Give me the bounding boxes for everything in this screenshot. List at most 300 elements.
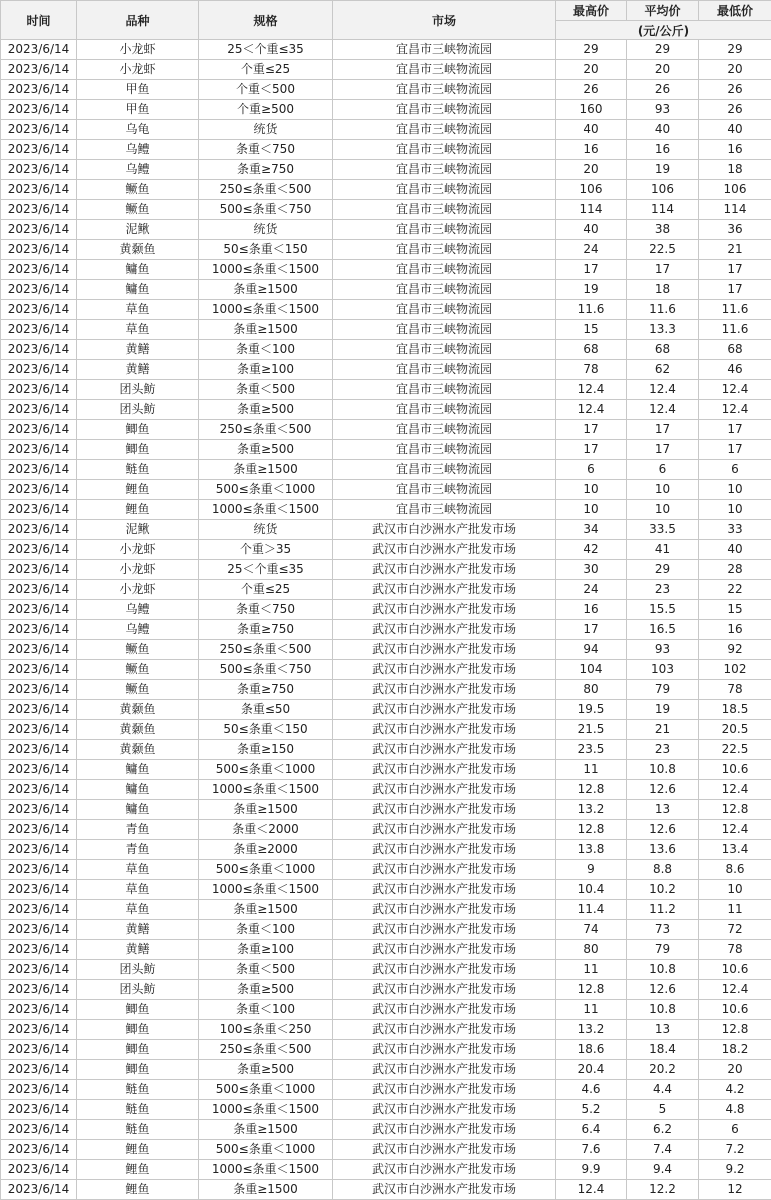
cell-min-price: 26 xyxy=(699,100,771,120)
cell-spec: 条重＜750 xyxy=(199,140,333,160)
cell-date: 2023/6/14 xyxy=(1,120,77,140)
cell-max-price: 78 xyxy=(556,360,627,380)
table-row xyxy=(1,220,771,240)
cell-date: 2023/6/14 xyxy=(1,280,77,300)
cell-market: 武汉市白沙洲水产批发市场 xyxy=(333,880,556,900)
cell-max-price: 13.2 xyxy=(556,1020,627,1040)
table-row xyxy=(1,780,771,800)
table-row xyxy=(1,200,771,220)
cell-max-price: 74 xyxy=(556,920,627,940)
cell-market: 武汉市白沙洲水产批发市场 xyxy=(333,680,556,700)
cell-avg-price: 62 xyxy=(627,360,699,380)
cell-variety: 鳜鱼 xyxy=(77,640,199,660)
cell-date: 2023/6/14 xyxy=(1,80,77,100)
cell-avg-price: 13.3 xyxy=(627,320,699,340)
cell-avg-price: 79 xyxy=(627,940,699,960)
cell-max-price: 17 xyxy=(556,420,627,440)
cell-variety: 鲢鱼 xyxy=(77,1100,199,1120)
cell-max-price: 6.4 xyxy=(556,1120,627,1140)
table-row xyxy=(1,460,771,480)
cell-min-price: 21 xyxy=(699,240,771,260)
cell-market: 宜昌市三峡物流园 xyxy=(333,160,556,180)
cell-max-price: 17 xyxy=(556,260,627,280)
cell-market: 武汉市白沙洲水产批发市场 xyxy=(333,580,556,600)
cell-market: 宜昌市三峡物流园 xyxy=(333,280,556,300)
cell-spec: 条重＜100 xyxy=(199,920,333,940)
cell-spec: 条重＜500 xyxy=(199,960,333,980)
cell-variety: 鲤鱼 xyxy=(77,500,199,520)
cell-min-price: 10 xyxy=(699,880,771,900)
cell-market: 宜昌市三峡物流园 xyxy=(333,460,556,480)
cell-variety: 甲鱼 xyxy=(77,100,199,120)
cell-spec: 250≤条重＜500 xyxy=(199,420,333,440)
table-row xyxy=(1,260,771,280)
cell-max-price: 20.4 xyxy=(556,1060,627,1080)
cell-variety: 草鱼 xyxy=(77,900,199,920)
cell-min-price: 29 xyxy=(699,40,771,60)
cell-spec: 1000≤条重＜1500 xyxy=(199,1100,333,1120)
table-row xyxy=(1,520,771,540)
cell-spec: 1000≤条重＜1500 xyxy=(199,260,333,280)
cell-market: 宜昌市三峡物流园 xyxy=(333,100,556,120)
cell-variety: 团头鲂 xyxy=(77,380,199,400)
cell-min-price: 36 xyxy=(699,220,771,240)
cell-market: 宜昌市三峡物流园 xyxy=(333,60,556,80)
cell-spec: 250≤条重＜500 xyxy=(199,1040,333,1060)
cell-max-price: 21.5 xyxy=(556,720,627,740)
cell-max-price: 68 xyxy=(556,340,627,360)
cell-market: 武汉市白沙洲水产批发市场 xyxy=(333,780,556,800)
cell-spec: 条重≥150 xyxy=(199,740,333,760)
table-row xyxy=(1,340,771,360)
cell-spec: 1000≤条重＜1500 xyxy=(199,1160,333,1180)
cell-avg-price: 6.2 xyxy=(627,1120,699,1140)
cell-variety: 团头鲂 xyxy=(77,980,199,1000)
cell-avg-price: 15.5 xyxy=(627,600,699,620)
table-row xyxy=(1,420,771,440)
cell-date: 2023/6/14 xyxy=(1,260,77,280)
cell-max-price: 19 xyxy=(556,280,627,300)
cell-min-price: 92 xyxy=(699,640,771,660)
cell-max-price: 9 xyxy=(556,860,627,880)
cell-variety: 甲鱼 xyxy=(77,80,199,100)
cell-date: 2023/6/14 xyxy=(1,1180,77,1200)
cell-variety: 鲫鱼 xyxy=(77,1000,199,1020)
cell-min-price: 16 xyxy=(699,140,771,160)
cell-market: 宜昌市三峡物流园 xyxy=(333,400,556,420)
cell-variety: 鲤鱼 xyxy=(77,1160,199,1180)
cell-min-price: 17 xyxy=(699,280,771,300)
cell-variety: 小龙虾 xyxy=(77,60,199,80)
table-row xyxy=(1,860,771,880)
table-row xyxy=(1,940,771,960)
cell-spec: 条重＜2000 xyxy=(199,820,333,840)
cell-variety: 小龙虾 xyxy=(77,560,199,580)
table-row xyxy=(1,960,771,980)
cell-max-price: 40 xyxy=(556,120,627,140)
cell-variety: 鲢鱼 xyxy=(77,1120,199,1140)
cell-avg-price: 8.8 xyxy=(627,860,699,880)
cell-spec: 条重＜100 xyxy=(199,340,333,360)
cell-market: 武汉市白沙洲水产批发市场 xyxy=(333,820,556,840)
cell-date: 2023/6/14 xyxy=(1,1120,77,1140)
cell-min-price: 15 xyxy=(699,600,771,620)
table-row xyxy=(1,580,771,600)
cell-avg-price: 10 xyxy=(627,500,699,520)
cell-avg-price: 93 xyxy=(627,100,699,120)
cell-variety: 草鱼 xyxy=(77,300,199,320)
cell-min-price: 114 xyxy=(699,200,771,220)
cell-min-price: 6 xyxy=(699,1120,771,1140)
cell-variety: 鳙鱼 xyxy=(77,280,199,300)
cell-avg-price: 93 xyxy=(627,640,699,660)
cell-min-price: 10 xyxy=(699,480,771,500)
cell-min-price: 11 xyxy=(699,900,771,920)
header-avg-price: 平均价 xyxy=(627,1,699,21)
cell-min-price: 16 xyxy=(699,620,771,640)
cell-max-price: 20 xyxy=(556,160,627,180)
table-row xyxy=(1,820,771,840)
cell-spec: 条重≥500 xyxy=(199,400,333,420)
cell-variety: 乌鳢 xyxy=(77,620,199,640)
cell-spec: 条重≥100 xyxy=(199,940,333,960)
header-min-price: 最低价 xyxy=(699,1,771,21)
cell-min-price: 11.6 xyxy=(699,300,771,320)
cell-market: 武汉市白沙洲水产批发市场 xyxy=(333,1060,556,1080)
table-header xyxy=(1,1,771,40)
cell-max-price: 13.2 xyxy=(556,800,627,820)
cell-date: 2023/6/14 xyxy=(1,760,77,780)
cell-market: 武汉市白沙洲水产批发市场 xyxy=(333,600,556,620)
cell-variety: 乌鳢 xyxy=(77,160,199,180)
cell-market: 武汉市白沙洲水产批发市场 xyxy=(333,560,556,580)
cell-variety: 黄颡鱼 xyxy=(77,700,199,720)
cell-spec: 250≤条重＜500 xyxy=(199,180,333,200)
cell-max-price: 12.8 xyxy=(556,980,627,1000)
cell-market: 武汉市白沙洲水产批发市场 xyxy=(333,1100,556,1120)
cell-date: 2023/6/14 xyxy=(1,1080,77,1100)
cell-min-price: 10 xyxy=(699,500,771,520)
cell-avg-price: 38 xyxy=(627,220,699,240)
cell-spec: 1000≤条重＜1500 xyxy=(199,780,333,800)
cell-date: 2023/6/14 xyxy=(1,220,77,240)
cell-market: 武汉市白沙洲水产批发市场 xyxy=(333,760,556,780)
cell-min-price: 40 xyxy=(699,540,771,560)
header-unit: (元/公斤) xyxy=(556,21,771,40)
cell-market: 宜昌市三峡物流园 xyxy=(333,320,556,340)
cell-market: 宜昌市三峡物流园 xyxy=(333,220,556,240)
cell-min-price: 8.6 xyxy=(699,860,771,880)
cell-date: 2023/6/14 xyxy=(1,660,77,680)
cell-spec: 条重＜750 xyxy=(199,600,333,620)
cell-min-price: 10.6 xyxy=(699,1000,771,1020)
cell-min-price: 11.6 xyxy=(699,320,771,340)
table-row xyxy=(1,740,771,760)
cell-max-price: 7.6 xyxy=(556,1140,627,1160)
cell-date: 2023/6/14 xyxy=(1,1040,77,1060)
cell-variety: 鳙鱼 xyxy=(77,800,199,820)
table-row xyxy=(1,360,771,380)
cell-avg-price: 10.8 xyxy=(627,960,699,980)
cell-avg-price: 41 xyxy=(627,540,699,560)
cell-spec: 条重≥750 xyxy=(199,680,333,700)
cell-variety: 团头鲂 xyxy=(77,400,199,420)
cell-date: 2023/6/14 xyxy=(1,920,77,940)
cell-avg-price: 19 xyxy=(627,700,699,720)
table-row xyxy=(1,720,771,740)
cell-avg-price: 16.5 xyxy=(627,620,699,640)
table-row xyxy=(1,560,771,580)
cell-max-price: 24 xyxy=(556,580,627,600)
cell-avg-price: 33.5 xyxy=(627,520,699,540)
table-row xyxy=(1,1060,771,1080)
cell-max-price: 6 xyxy=(556,460,627,480)
cell-market: 武汉市白沙洲水产批发市场 xyxy=(333,860,556,880)
cell-market: 武汉市白沙洲水产批发市场 xyxy=(333,640,556,660)
cell-variety: 青鱼 xyxy=(77,820,199,840)
cell-max-price: 106 xyxy=(556,180,627,200)
cell-min-price: 40 xyxy=(699,120,771,140)
cell-variety: 鳙鱼 xyxy=(77,260,199,280)
cell-date: 2023/6/14 xyxy=(1,860,77,880)
table-row xyxy=(1,660,771,680)
cell-date: 2023/6/14 xyxy=(1,480,77,500)
table-row xyxy=(1,480,771,500)
cell-variety: 鲫鱼 xyxy=(77,420,199,440)
cell-date: 2023/6/14 xyxy=(1,780,77,800)
cell-market: 宜昌市三峡物流园 xyxy=(333,300,556,320)
cell-min-price: 17 xyxy=(699,440,771,460)
table-row xyxy=(1,1040,771,1060)
table-row xyxy=(1,440,771,460)
cell-market: 武汉市白沙洲水产批发市场 xyxy=(333,1000,556,1020)
cell-avg-price: 5 xyxy=(627,1100,699,1120)
cell-avg-price: 17 xyxy=(627,420,699,440)
table-row xyxy=(1,900,771,920)
cell-date: 2023/6/14 xyxy=(1,320,77,340)
cell-avg-price: 12.2 xyxy=(627,1180,699,1200)
cell-avg-price: 40 xyxy=(627,120,699,140)
cell-market: 宜昌市三峡物流园 xyxy=(333,120,556,140)
cell-spec: 25＜个重≤35 xyxy=(199,40,333,60)
table-row xyxy=(1,620,771,640)
cell-market: 武汉市白沙洲水产批发市场 xyxy=(333,720,556,740)
cell-max-price: 20 xyxy=(556,60,627,80)
cell-spec: 条重≥500 xyxy=(199,980,333,1000)
cell-spec: 个重≥500 xyxy=(199,100,333,120)
cell-avg-price: 18 xyxy=(627,280,699,300)
table-row xyxy=(1,180,771,200)
cell-date: 2023/6/14 xyxy=(1,800,77,820)
table-row xyxy=(1,1020,771,1040)
cell-variety: 黄颡鱼 xyxy=(77,740,199,760)
cell-spec: 500≤条重＜1000 xyxy=(199,760,333,780)
table-row xyxy=(1,1160,771,1180)
cell-max-price: 12.8 xyxy=(556,820,627,840)
cell-variety: 乌龟 xyxy=(77,120,199,140)
table-row xyxy=(1,380,771,400)
cell-date: 2023/6/14 xyxy=(1,840,77,860)
cell-market: 武汉市白沙洲水产批发市场 xyxy=(333,700,556,720)
cell-spec: 个重＞35 xyxy=(199,540,333,560)
cell-variety: 鳜鱼 xyxy=(77,660,199,680)
cell-variety: 鲫鱼 xyxy=(77,440,199,460)
cell-avg-price: 12.6 xyxy=(627,820,699,840)
cell-spec: 个重＜500 xyxy=(199,80,333,100)
table-row xyxy=(1,120,771,140)
cell-avg-price: 29 xyxy=(627,40,699,60)
cell-min-price: 72 xyxy=(699,920,771,940)
cell-spec: 个重≤25 xyxy=(199,60,333,80)
cell-max-price: 16 xyxy=(556,600,627,620)
cell-max-price: 29 xyxy=(556,40,627,60)
cell-spec: 500≤条重＜1000 xyxy=(199,480,333,500)
cell-min-price: 28 xyxy=(699,560,771,580)
cell-avg-price: 23 xyxy=(627,740,699,760)
cell-variety: 黄鳝 xyxy=(77,940,199,960)
cell-avg-price: 23 xyxy=(627,580,699,600)
cell-avg-price: 26 xyxy=(627,80,699,100)
cell-spec: 500≤条重＜1000 xyxy=(199,1080,333,1100)
table-row xyxy=(1,140,771,160)
cell-variety: 鲢鱼 xyxy=(77,1080,199,1100)
cell-date: 2023/6/14 xyxy=(1,540,77,560)
cell-variety: 鲤鱼 xyxy=(77,1180,199,1200)
cell-spec: 条重≥2000 xyxy=(199,840,333,860)
cell-max-price: 17 xyxy=(556,620,627,640)
cell-min-price: 18.5 xyxy=(699,700,771,720)
cell-market: 武汉市白沙洲水产批发市场 xyxy=(333,980,556,1000)
cell-date: 2023/6/14 xyxy=(1,420,77,440)
cell-avg-price: 29 xyxy=(627,560,699,580)
cell-max-price: 104 xyxy=(556,660,627,680)
table-row xyxy=(1,1180,771,1200)
table-row xyxy=(1,320,771,340)
cell-market: 宜昌市三峡物流园 xyxy=(333,200,556,220)
cell-min-price: 12.4 xyxy=(699,780,771,800)
cell-date: 2023/6/14 xyxy=(1,1140,77,1160)
cell-variety: 青鱼 xyxy=(77,840,199,860)
cell-max-price: 24 xyxy=(556,240,627,260)
cell-min-price: 17 xyxy=(699,420,771,440)
cell-avg-price: 10.8 xyxy=(627,1000,699,1020)
cell-variety: 小龙虾 xyxy=(77,40,199,60)
cell-market: 宜昌市三峡物流园 xyxy=(333,340,556,360)
cell-avg-price: 13.6 xyxy=(627,840,699,860)
cell-max-price: 11 xyxy=(556,1000,627,1020)
cell-avg-price: 11.2 xyxy=(627,900,699,920)
cell-min-price: 22 xyxy=(699,580,771,600)
cell-variety: 鲤鱼 xyxy=(77,1140,199,1160)
header-variety: 品种 xyxy=(77,1,199,40)
cell-min-price: 12.4 xyxy=(699,380,771,400)
cell-date: 2023/6/14 xyxy=(1,640,77,660)
cell-date: 2023/6/14 xyxy=(1,620,77,640)
cell-market: 宜昌市三峡物流园 xyxy=(333,440,556,460)
cell-avg-price: 12.4 xyxy=(627,380,699,400)
cell-market: 武汉市白沙洲水产批发市场 xyxy=(333,1160,556,1180)
cell-market: 武汉市白沙洲水产批发市场 xyxy=(333,900,556,920)
cell-max-price: 4.6 xyxy=(556,1080,627,1100)
cell-min-price: 13.4 xyxy=(699,840,771,860)
cell-avg-price: 12.6 xyxy=(627,980,699,1000)
cell-date: 2023/6/14 xyxy=(1,340,77,360)
cell-market: 武汉市白沙洲水产批发市场 xyxy=(333,940,556,960)
table-row xyxy=(1,600,771,620)
cell-variety: 鳙鱼 xyxy=(77,760,199,780)
cell-variety: 鲫鱼 xyxy=(77,1020,199,1040)
cell-spec: 500≤条重＜750 xyxy=(199,660,333,680)
cell-max-price: 30 xyxy=(556,560,627,580)
cell-market: 宜昌市三峡物流园 xyxy=(333,140,556,160)
cell-date: 2023/6/14 xyxy=(1,580,77,600)
table-row xyxy=(1,500,771,520)
cell-max-price: 40 xyxy=(556,220,627,240)
cell-min-price: 106 xyxy=(699,180,771,200)
table-row xyxy=(1,100,771,120)
cell-spec: 个重≤25 xyxy=(199,580,333,600)
cell-market: 宜昌市三峡物流园 xyxy=(333,360,556,380)
table-body xyxy=(1,40,771,1200)
cell-date: 2023/6/14 xyxy=(1,140,77,160)
cell-date: 2023/6/14 xyxy=(1,400,77,420)
cell-avg-price: 12.6 xyxy=(627,780,699,800)
cell-date: 2023/6/14 xyxy=(1,180,77,200)
cell-min-price: 12.8 xyxy=(699,1020,771,1040)
cell-min-price: 20.5 xyxy=(699,720,771,740)
cell-spec: 条重≥1500 xyxy=(199,1180,333,1200)
cell-avg-price: 10 xyxy=(627,480,699,500)
cell-max-price: 114 xyxy=(556,200,627,220)
cell-min-price: 20 xyxy=(699,60,771,80)
cell-date: 2023/6/14 xyxy=(1,1060,77,1080)
cell-variety: 小龙虾 xyxy=(77,580,199,600)
table-row xyxy=(1,840,771,860)
cell-min-price: 4.2 xyxy=(699,1080,771,1100)
cell-variety: 鲤鱼 xyxy=(77,480,199,500)
table-row xyxy=(1,80,771,100)
cell-spec: 500≤条重＜1000 xyxy=(199,1140,333,1160)
cell-market: 宜昌市三峡物流园 xyxy=(333,260,556,280)
table-row xyxy=(1,1100,771,1120)
table-row xyxy=(1,640,771,660)
cell-spec: 250≤条重＜500 xyxy=(199,640,333,660)
cell-variety: 团头鲂 xyxy=(77,960,199,980)
cell-variety: 黄鳝 xyxy=(77,340,199,360)
cell-variety: 鲫鱼 xyxy=(77,1060,199,1080)
cell-date: 2023/6/14 xyxy=(1,720,77,740)
cell-min-price: 12.4 xyxy=(699,400,771,420)
cell-max-price: 12.4 xyxy=(556,1180,627,1200)
cell-max-price: 10 xyxy=(556,500,627,520)
cell-market: 武汉市白沙洲水产批发市场 xyxy=(333,540,556,560)
cell-spec: 50≤条重＜150 xyxy=(199,240,333,260)
cell-spec: 条重≥1500 xyxy=(199,900,333,920)
cell-spec: 条重＜500 xyxy=(199,380,333,400)
cell-spec: 条重≥750 xyxy=(199,160,333,180)
cell-max-price: 23.5 xyxy=(556,740,627,760)
cell-spec: 50≤条重＜150 xyxy=(199,720,333,740)
cell-avg-price: 16 xyxy=(627,140,699,160)
cell-variety: 乌鳢 xyxy=(77,140,199,160)
cell-min-price: 78 xyxy=(699,940,771,960)
cell-avg-price: 10.8 xyxy=(627,760,699,780)
cell-avg-price: 20.2 xyxy=(627,1060,699,1080)
cell-date: 2023/6/14 xyxy=(1,1020,77,1040)
cell-market: 武汉市白沙洲水产批发市场 xyxy=(333,920,556,940)
table-row xyxy=(1,760,771,780)
cell-avg-price: 11.6 xyxy=(627,300,699,320)
